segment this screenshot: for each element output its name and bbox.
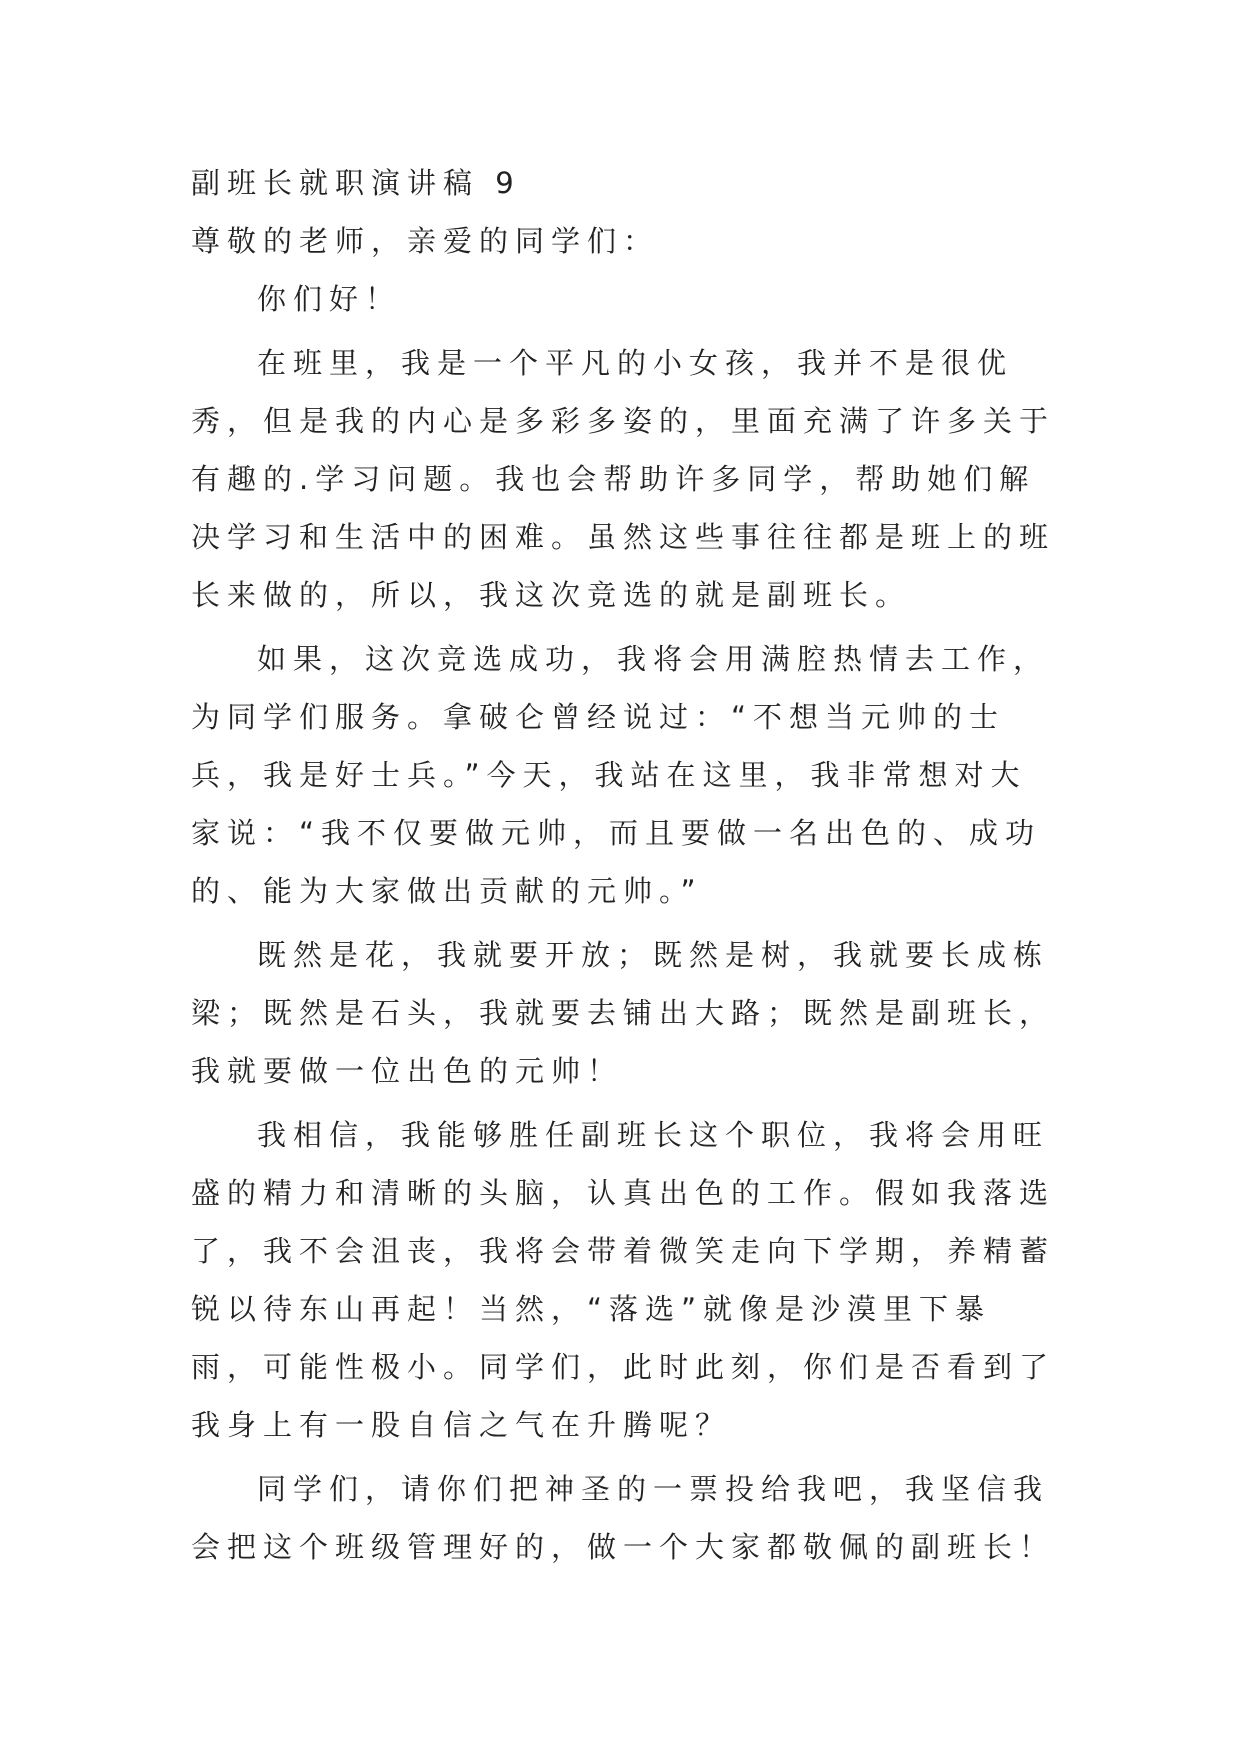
document-title: 副班长就职演讲稿 9	[191, 166, 521, 200]
paragraph-commitment: 如果，这次竞选成功，我将会用满腔热情去工作，为同学们服务。拿破仑曾经说过：“不想当元帅的士兵，我是好士兵。”今天，我站在这里，我非常想对大家说：“我不仅要做元帅，而且要做一名出色的、成功的、能为大家做出贡献的元帅。”	[191, 642, 1050, 908]
salutation: 尊敬的老师，亲爱的同学们：	[191, 224, 660, 258]
document-page	[191, 154, 1061, 1582]
paragraph-closing: 同学们，请你们把神圣的一票投给我吧，我坚信我会把这个班级管理好的，做一个大家都敬佩的副班长！	[191, 1472, 1056, 1564]
paragraph-introduction: 在班里，我是一个平凡的小女孩，我并不是很优秀，但是我的内心是多彩多姿的，里面充满了许多关于有趣的.学习问题。我也会帮助许多同学，帮助她们解决学习和生活中的困难。虽然这些事往往都是班上的班长来做的，所以，我这次竞选的就是副班长。	[191, 346, 1056, 612]
paragraph-determination: 既然是花，我就要开放；既然是树，我就要长成栋梁；既然是石头，我就要去铺出大路；既然是副班长，我就要做一位出色的元帅！	[191, 938, 1056, 1088]
paragraph-greeting: 你们好！	[257, 282, 402, 316]
paragraph-confidence: 我相信，我能够胜任副班长这个职位，我将会用旺盛的精力和清晰的头脑，认真出色的工作。假如我落选了，我不会沮丧，我将会带着微笑走向下学期，养精蓄锐以待东山再起！当然，“落选”就像是沙漠里下暴雨，可能性极小。同学们，此时此刻，你们是否看到了我身上有一股自信之气在升腾呢？	[191, 1118, 1056, 1442]
